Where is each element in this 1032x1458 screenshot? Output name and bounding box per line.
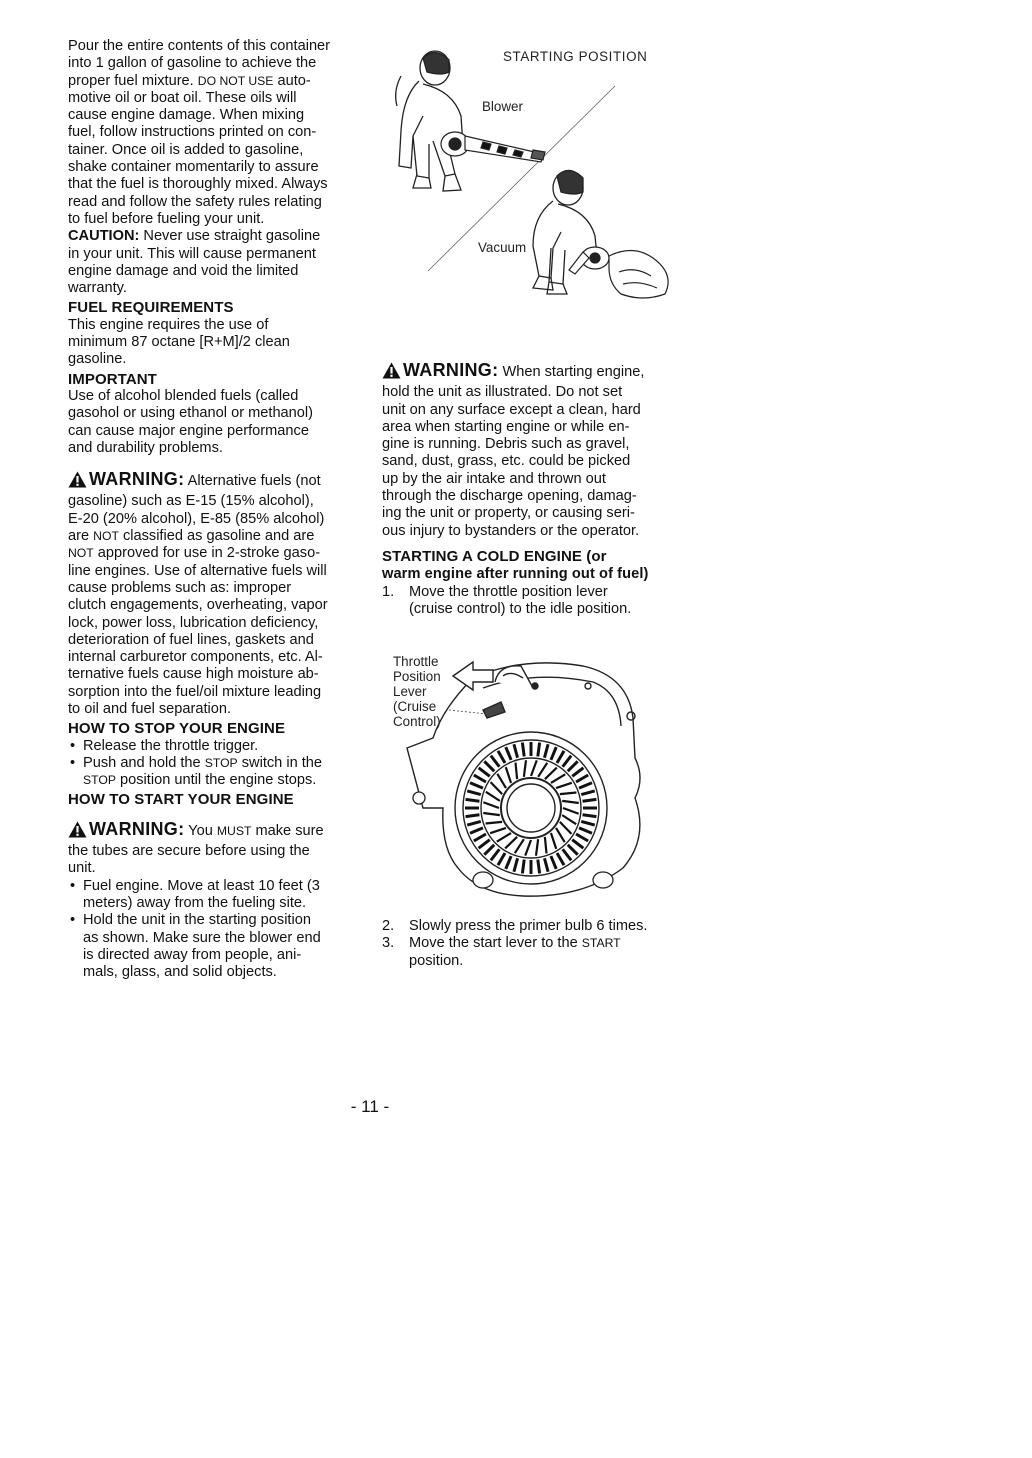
fuel-requirements-paragraph: This engine requires the use of minimum 87 octane [R+M]/2 clean gasoline.: [68, 316, 290, 368]
list-item: 1. Move the throttle position lever (cruise control) to the idle position.: [382, 583, 632, 617]
starting-position-illustration: [383, 36, 683, 304]
list-item: • Fuel engine. Move at least 10 feet (3 meters) away from the fueling site.: [68, 878, 358, 913]
tubes-secure-warning: WARNING: You MUST make sure the tubes are secure before using the unit.: [68, 818, 324, 877]
caution-paragraph: CAUTION: Never use straight gasoline in your unit. This will cause permanent engine damage and void the limited warranty.: [68, 228, 321, 297]
stop-engine-list: [68, 738, 358, 790]
caution-label: CAUTION:: [68, 228, 140, 245]
starting-position-figure: [383, 36, 683, 304]
list-item: • Release the throttle trigger.: [68, 738, 358, 755]
fuel-requirements-heading: FUEL REQUIREMENTS: [68, 299, 234, 317]
vacuum-label: Vacuum: [478, 240, 527, 255]
right-column: [382, 362, 677, 618]
cold-engine-heading: STARTING A COLD ENGINE (or warm engine after running out of fuel): [382, 547, 649, 583]
throttle-lever-figure: [383, 648, 683, 908]
stop-engine-heading: HOW TO STOP YOUR ENGINE: [68, 720, 286, 738]
page-number: - 11 -: [350, 1097, 390, 1116]
list-item: 3. Move the start lever to the START position.: [382, 935, 621, 969]
warning-triangle-icon: [68, 821, 87, 843]
blower-label: Blower: [482, 99, 523, 114]
start-engine-list: [68, 878, 358, 982]
cold-engine-steps-continued: [382, 918, 677, 970]
list-item: • Hold the unit in the starting position as shown. Make sure the blower end is directed away from people, ani- mals, glass, and solid objects.: [68, 912, 358, 981]
warning-triangle-icon: [382, 362, 401, 384]
warning-triangle-icon: [68, 471, 87, 493]
start-engine-heading: HOW TO START YOUR ENGINE: [68, 791, 294, 809]
fuel-mixing-paragraph: Pour the entire contents of this container into 1 gallon of gasoline to achieve the proper fuel mixture. DO NOT USE auto- motive oil or boat oil. These oils will cause engine damage. When mixing fuel, follow instructions printed on con- tainer. Once oil is added to gasoline, shake container momentarily to assure that the fuel is thoroughly mixed. Always read and follow the safety rules relating to fuel before fueling your unit.: [68, 38, 331, 227]
right-column-steps: [382, 918, 677, 970]
cold-engine-steps: [382, 584, 677, 619]
alternative-fuels-warning: WARNING: Alternative fuels (not gasoline) such as E-15 (15% alcohol), E-20 (20% alcohol), E-85 (85% alcohol) are NOT classified as gasoline and are NOT approved for use in 2-stroke gaso- line engines. Use of alternative fuels will cause problems such as: improper clutch engagements, overheating, vapor lock, power loss, lubrication deficiency, deterioration of fuel lines, gaskets and internal carburetor components, etc. Al- ternative fuels cause high moisture ab- sorption into the fuel/oil mixture leading to oil and fuel separation.: [68, 469, 328, 717]
list-item: • Push and hold the STOP switch in the STOP position until the engine stops.: [68, 755, 358, 790]
starting-position-title: STARTING POSITION: [503, 49, 648, 64]
left-column: [68, 38, 358, 981]
important-heading: IMPORTANT: [68, 370, 157, 388]
list-item: 2. Slowly press the primer bulb 6 times.: [382, 918, 648, 934]
throttle-position-lever-label: Throttle Position Lever (Cruise Control): [393, 654, 441, 729]
starting-engine-warning: WARNING: When starting engine, hold the unit as illustrated. Do not set unit on any surface except a clean, hard area when starting engine or while en- gine is running. Debris such as gravel, sand, dust, grass, etc. could be picked up by the air intake and thrown out through the discharge opening, damag- ing the unit or property, or causing seri- ous injury to bystanders or the operator.: [382, 360, 645, 539]
important-paragraph: Use of alcohol blended fuels (called gasohol or using ethanol or methanol) can cause major engine performance and durability problems.: [68, 387, 314, 456]
